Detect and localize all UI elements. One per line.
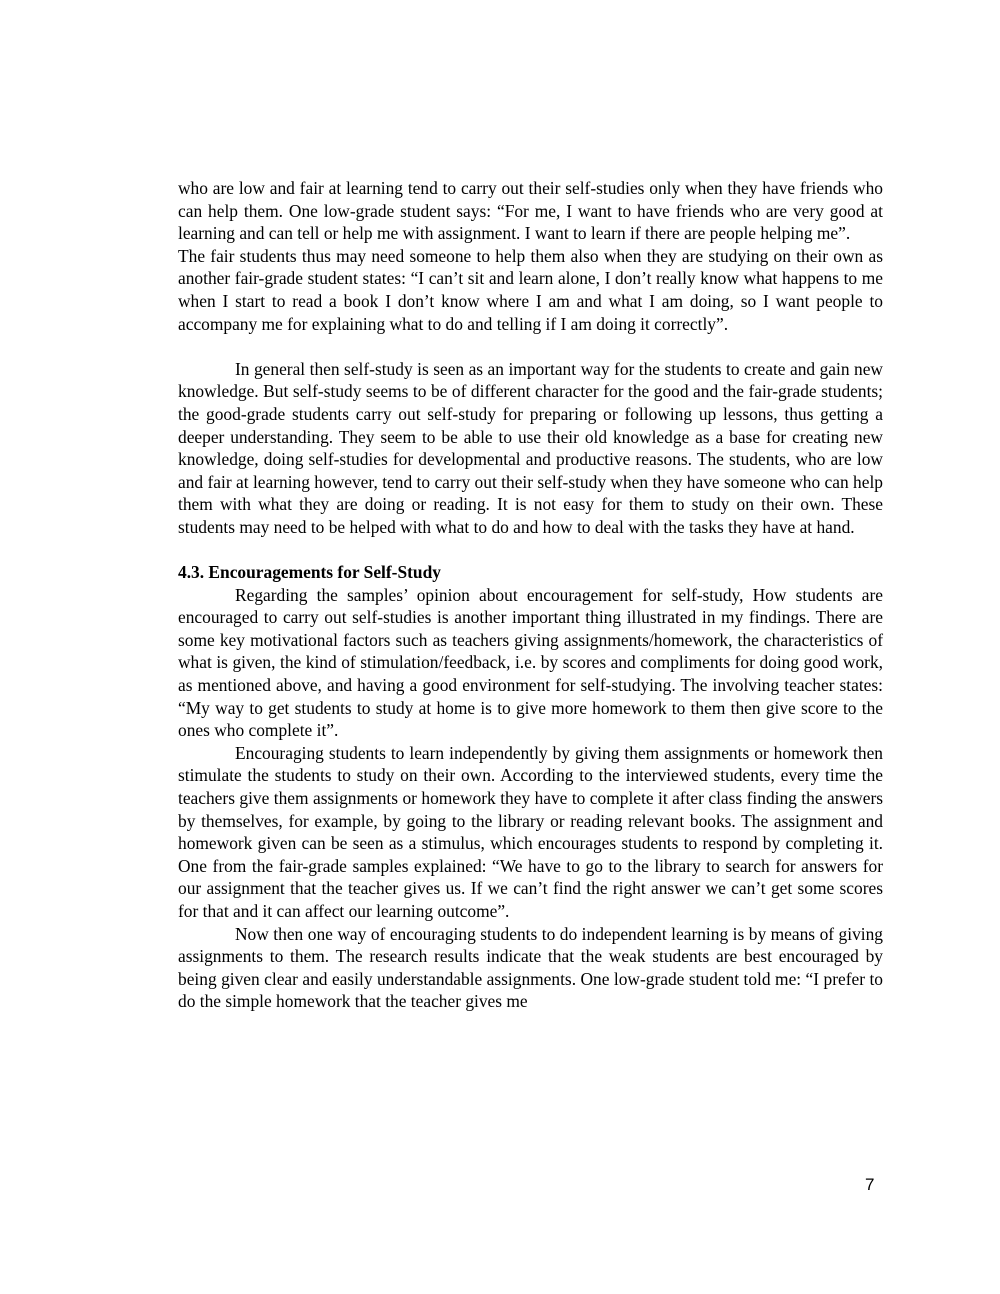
page-body	[178, 177, 883, 1013]
paragraph-spacer	[178, 335, 883, 358]
page-number: 7	[865, 1175, 875, 1194]
paragraph: The fair students thus may need someone to help them also when they are studying on their own as another fair-grade student states: “I can’t sit and learn alone, I don’t really know what happens to me when I start to read a book I don’t know where I am and what I am doing, so I want people to accompany me for explaining what to do and telling if I am doing it correctly”.	[178, 245, 883, 334]
paragraph-spacer	[178, 539, 883, 562]
section-heading: 4.3. Encouragements for Self-Study	[178, 562, 441, 583]
paragraph: In general then self-study is seen as an important way for the students to create and gain new knowledge. But self-study seems to be of different character for the good and the fair-grade students; the good-grade students carry out self-study for preparing or following up lessons, thus getting a deeper understanding. They seem to be able to use their old knowledge as a base for creating new knowledge, doing self-studies for developmental and productive reasons. The students, who are low and fair at learning however, tend to carry out their self-study when they have someone who can help them with what they are doing or reading. It is not easy for them to study on their own. These students may need to be helped with what to do and how to deal with the tasks they have at hand.	[178, 358, 883, 537]
paragraph: Now then one way of encouraging students to do independent learning is by means of giving assignments to them. The research results indicate that the weak students are best encouraged by being given clear and easily understandable assignments. One low-grade student told me: “I prefer to do the simple homework that the teacher gives me	[178, 923, 883, 1012]
paragraph: Regarding the samples’ opinion about encouragement for self-study, How students are encouraged to carry out self-studies is another important thing illustrated in my findings. There are some key motivational factors such as teachers giving assignments/homework, the characteristics of what is given, the kind of stimulation/feedback, i.e. by scores and compliments for doing good work, as mentioned above, and having a good environment for self-studying. The involving teacher states: “My way to get students to study at home is to give more homework to them then give score to the ones who complete it”.	[178, 584, 883, 741]
paragraph: Encouraging students to learn independently by giving them assignments or homework then stimulate the students to study on their own. According to the interviewed students, every time the teachers give them assignments or homework they have to complete it after class finding the answers by themselves, for example, by going to the library or reading relevant books. The assignment and homework given can be seen as a stimulus, which encourages students to respond by completing it. One from the fair-grade samples explained: “We have to go to the library to search for answers for our assignment that the teacher gives us. If we can’t find the right answer we can’t get some scores for that and it can affect our learning outcome”.	[178, 742, 883, 921]
paragraph: who are low and fair at learning tend to carry out their self-studies only when they have friends who can help them. One low-grade student says: “For me, I want to have friends who are very good at learning and can tell or help me with assignment. I want to learn if there are people helping me”.	[178, 178, 883, 244]
